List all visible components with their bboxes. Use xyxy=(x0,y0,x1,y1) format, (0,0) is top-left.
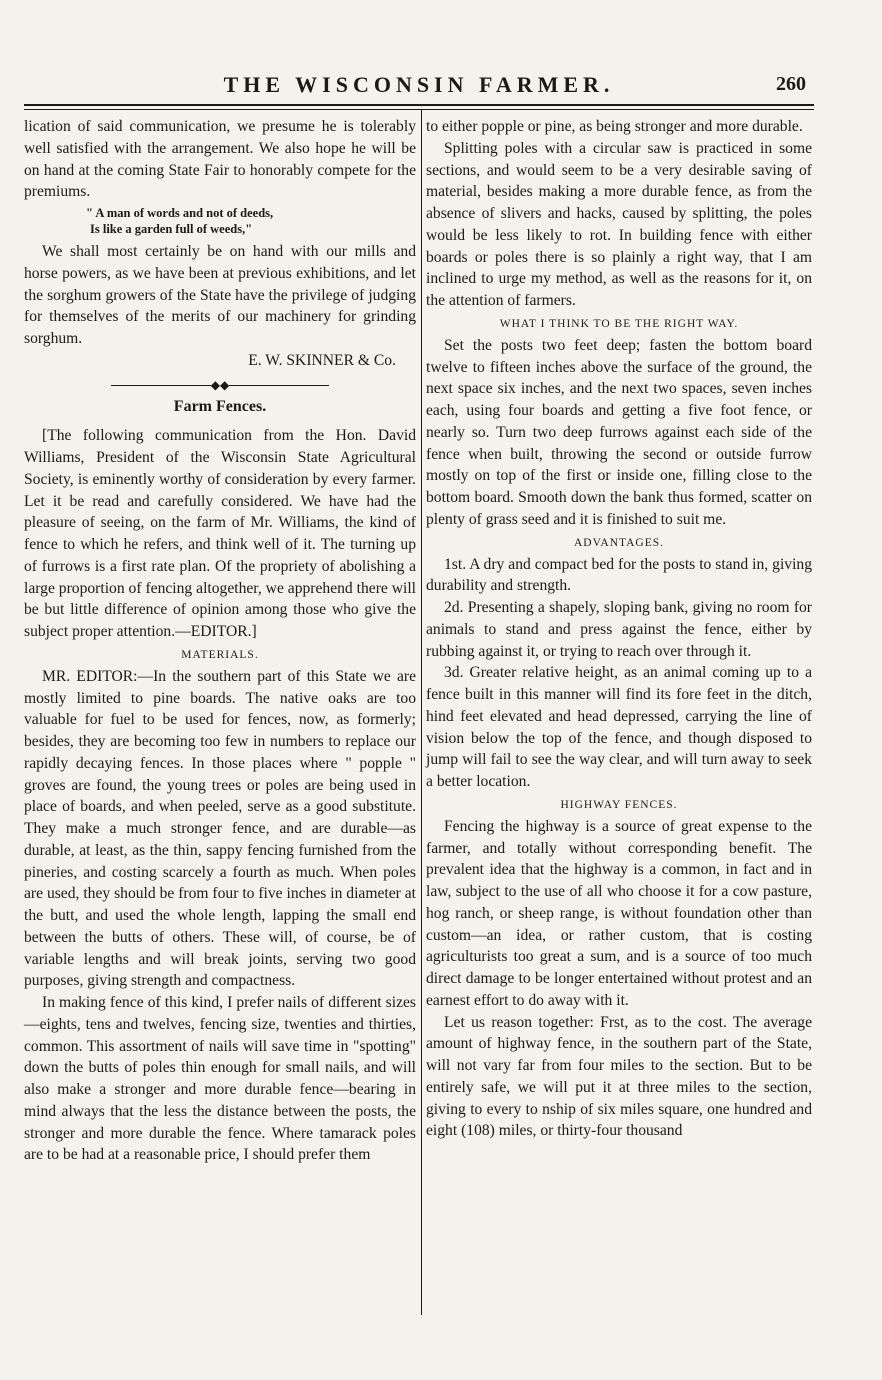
subheading-advantages: ADVANTAGES. xyxy=(573,536,665,549)
column-divider xyxy=(421,110,422,1315)
masthead xyxy=(24,72,814,100)
list-item: 2d. Presenting a shapely, sloping bank, giving no room for animals to stand and press against the fence, either by rubbing against it, or trying to reach over through it. xyxy=(426,599,812,660)
paragraph: MR. EDITOR:—In the southern part of this State we are mostly limited to pine boards. The native oaks are too valuable for fuel to be used for fences, now, as formerly; besides, they are becoming too few in numbers to replace our rapidly decaying fences. In those places where " popple " groves are found, the young trees or poles are being used in place of boards, and when peeled, serve as a good substitute. They make a much stronger fence, and are durable—as durable, at least, as the thin, sappy fencing furnished from the pineries, and costing scarcely a fourth as much. When poles are used, they should be from four to five inches in diameter at the butt, and used the whole length, lapping the small end between the butts of others. These will, of course, be of variable lengths and will break joints, serving two good purposes, giving strength and compactness. xyxy=(24,667,416,990)
list-item: 1st. A dry and compact bed for the posts to stand in, giving durability and strength. xyxy=(426,555,812,595)
right-column xyxy=(426,116,812,1142)
paragraph: Fencing the highway is a source of great expense to the farmer, and totally without corresponding benefit. The prevalent idea that the highway is a common, in fact and in law, subject to the use of all who choose it for a cow pasture, hog ranch, or sheep range, is without foundation other than custom—an idea, or rather custom, that is costing agriculturists too great a sum, and is a source of too much direct damage to be longer entertained without protest and an earnest effort to do away with it. xyxy=(426,817,812,1009)
paragraph: Splitting poles with a circular saw is practiced in some sections, and would seem to be a very desirable saving of material, besides making a more durable fence, as from the absence of slivers and hacks, caused by splitting, the poles would be less likely to rot. In building fence with either boards or poles there is so plainly a right way, that I am inclined to urge my method, as well as the reasons for it, on the attention of farmers. xyxy=(426,139,812,309)
paragraph: to either popple or pine, as being stronger and more durable. xyxy=(426,118,803,135)
paragraph: lication of said communication, we presume he is tolerably well satisfied with the arrangement. We also hope he will be on hand at the coming State Fair to honorably compete for the premiums. xyxy=(24,118,416,201)
subheading-materials: MATERIALS. xyxy=(181,648,259,661)
subheading-right-way: WHAT I THINK TO BE THE RIGHT WAY. xyxy=(499,317,739,330)
page-header-title: THE WISCONSIN FARMER. xyxy=(223,72,615,97)
header-rule-thin xyxy=(24,109,814,110)
section-divider-ornament: ◆◆ xyxy=(24,378,416,392)
paragraph: Set the posts two feet deep; fasten the bottom board twelve to fifteen inches above the surface of the ground, the next space six inches, and the next two spaces, seven inches each, using four boards and getting a five foot fence, or nearly so. Turn two deep furrows against each side of the fence when built, throwing the second or outside furrow mostly on top of the first or inside one, filling close to the bottom board. Smooth down the bank thus formed, scatter on plenty of grass seed and it is finished to suit me. xyxy=(426,336,812,528)
editor-note: [The following communication from the Hon. David Williams, President of the Wisconsin State Agricultural Society, is eminently worthy of consideration by every farmer. Let it be read and carefully considered. We have had the pleasure of seeing, on the farm of Mr. Williams, the kind of fence to which he refers, and think well of it. The turning up of furrows is a first rate plan. Of the propriety of abolishing a large proportion of fencing altogether, we apprehend there will be but little difference of opinion among those who give the subject proper attention.—EDITOR.] xyxy=(24,427,416,640)
left-column xyxy=(24,116,416,1166)
paragraph: We shall most certainly be on hand with our mills and horse powers, as we have been at previous exhibitions, and let the sorghum growers of the State have the privilege of judging for themselves of the merits of our machinery for grinding sorghum. xyxy=(24,243,416,347)
article-title: Farm Fences. xyxy=(173,397,267,415)
header-rule xyxy=(24,104,814,106)
paragraph: In making fence of this kind, I prefer nails of different sizes—eights, tens and twelves, fencing size, twenties and thirties, common. This assortment of nails will save time in "spotting" down the butts of poles thin enough for small nails, and will also make a stronger and more durable fence—bearing in mind always that the less the distance between the posts, the stronger and more durable the fence. Where tamarack poles are to be had at a reasonable price, I should prefer them xyxy=(24,994,416,1164)
verse-line: Is like a garden full of weeds," xyxy=(90,222,253,236)
page-number: 260 xyxy=(776,73,806,95)
paragraph: Let us reason together: Frst, as to the cost. The average amount of highway fence, in the southern part of the State, will not vary far from four miles to the section. But to be entirely safe, we will put it at three miles to the section, giving to every to nship of six miles square, one hundred and eight (108) miles, or thirty-four thousand xyxy=(426,1013,812,1140)
signature: E. W. SKINNER & Co. xyxy=(248,351,396,369)
verse-line: " A man of words and not of deeds, xyxy=(86,206,274,220)
subheading-highway: HIGHWAY FENCES. xyxy=(560,798,678,811)
list-item: 3d. Greater relative height, as an animal coming up to a fence built in this manner will find its fore feet in the ditch, hind feet elevated and head depressed, carrying the line of vision below the top of the fence, and though disposed to jump will fail to see the way clear, and will turn away to seek a better location. xyxy=(426,664,812,790)
signature-line xyxy=(24,350,416,372)
quoted-verse xyxy=(86,205,416,237)
